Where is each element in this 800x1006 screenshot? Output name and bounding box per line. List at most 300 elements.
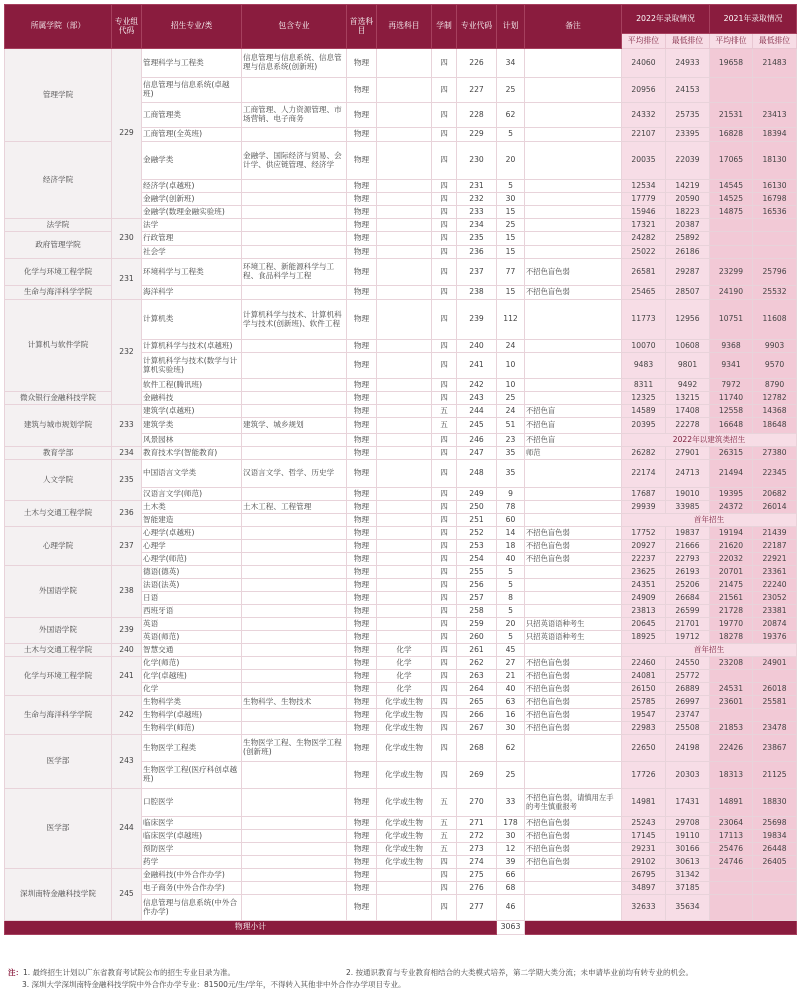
min-rank-2021: 18648 (753, 418, 797, 434)
remark-cell: 不招色盲色弱 (525, 540, 622, 553)
years-cell: 四 (432, 488, 457, 501)
min-rank-2021 (753, 219, 797, 232)
plan-cell: 21 (497, 670, 525, 683)
program-cell: 生物医学工程类 (142, 735, 242, 762)
included-cell (242, 830, 347, 843)
min-rank-2021: 21439 (753, 527, 797, 540)
first-subject-cell: 物理 (347, 353, 377, 379)
first-subject-cell: 物理 (347, 657, 377, 670)
years-cell: 四 (432, 353, 457, 379)
min-rank-2022: 28507 (666, 286, 710, 300)
plan-cell: 39 (497, 856, 525, 869)
avg-rank-2021: 21853 (710, 722, 753, 735)
first-subject-cell: 物理 (347, 49, 377, 78)
first-subject-cell: 物理 (347, 817, 377, 830)
min-rank-2021: 20682 (753, 488, 797, 501)
code-cell: 270 (457, 789, 497, 817)
avg-rank-2021: 14525 (710, 193, 753, 206)
remark-cell (525, 379, 622, 392)
second-subject-cell: 化学或生物 (377, 722, 432, 735)
college-cell: 化学与环境工程学院 (5, 259, 112, 286)
table-row (5, 566, 797, 579)
code-cell: 228 (457, 103, 497, 128)
plan-cell: 60 (497, 514, 525, 527)
code-cell: 275 (457, 869, 497, 882)
second-subject-cell (377, 353, 432, 379)
avg-rank-2021 (710, 78, 753, 103)
min-rank-2021 (753, 232, 797, 246)
plan-cell: 27 (497, 657, 525, 670)
table-row (5, 527, 797, 540)
program-cell: 社会学 (142, 246, 242, 259)
second-subject-cell (377, 180, 432, 193)
years-cell: 四 (432, 49, 457, 78)
avg-rank-2022: 29102 (622, 856, 666, 869)
group-code-cell: 242 (112, 696, 142, 735)
min-rank-2022: 23395 (666, 128, 710, 142)
plan-cell: 66 (497, 869, 525, 882)
second-subject-cell (377, 206, 432, 219)
table-row (5, 460, 797, 488)
program-cell: 心理学(师范) (142, 553, 242, 566)
avg-rank-2022: 8311 (622, 379, 666, 392)
avg-rank-2022: 9483 (622, 353, 666, 379)
first-subject-cell: 物理 (347, 882, 377, 895)
second-subject-cell (377, 895, 432, 921)
min-rank-2021: 25698 (753, 817, 797, 830)
remark-cell (525, 579, 622, 592)
avg-rank-2021: 17065 (710, 142, 753, 180)
avg-rank-2022: 20035 (622, 142, 666, 180)
first-subject-cell: 物理 (347, 340, 377, 353)
included-cell (242, 488, 347, 501)
code-cell: 257 (457, 592, 497, 605)
avg-rank-2022: 24060 (622, 49, 666, 78)
years-cell: 四 (432, 882, 457, 895)
included-cell: 信息管理与信息系统、信息管理与信息系统(创新班) (242, 49, 347, 78)
program-cell: 建筑学类 (142, 418, 242, 434)
college-cell: 心理学院 (5, 527, 112, 566)
avg-rank-2021: 24531 (710, 683, 753, 696)
first-subject-cell: 物理 (347, 434, 377, 447)
avg-rank-2022: 25243 (622, 817, 666, 830)
avg-rank-2021: 21728 (710, 605, 753, 618)
program-cell: 英语 (142, 618, 242, 631)
first-subject-cell: 物理 (347, 553, 377, 566)
years-cell: 四 (432, 447, 457, 460)
program-cell: 化学(卓越班) (142, 670, 242, 683)
avg-rank-2022: 14981 (622, 789, 666, 817)
avg-rank-2021: 23208 (710, 657, 753, 670)
first-subject-cell: 物理 (347, 762, 377, 789)
college-cell: 生命与海洋科学学院 (5, 286, 112, 300)
code-cell: 235 (457, 232, 497, 246)
years-cell: 四 (432, 246, 457, 259)
code-cell: 264 (457, 683, 497, 696)
avg-rank-2022: 10070 (622, 340, 666, 353)
second-subject-cell (377, 379, 432, 392)
included-cell (242, 789, 347, 817)
included-cell (242, 843, 347, 856)
included-cell (242, 722, 347, 735)
second-subject-cell (377, 78, 432, 103)
included-cell (242, 193, 347, 206)
avg-rank-2022: 14589 (622, 405, 666, 418)
years-cell: 四 (432, 259, 457, 286)
avg-rank-2022: 24081 (622, 670, 666, 683)
included-cell (242, 434, 347, 447)
avg-rank-2021: 19395 (710, 488, 753, 501)
first-subject-cell: 物理 (347, 895, 377, 921)
years-cell: 五 (432, 418, 457, 434)
summary-total: 3063 (497, 921, 525, 935)
avg-rank-2022: 11773 (622, 300, 666, 340)
min-rank-2021: 21483 (753, 49, 797, 78)
second-subject-cell (377, 592, 432, 605)
remark-cell: 不招色盲色弱 (525, 843, 622, 856)
second-subject-cell (377, 869, 432, 882)
program-cell: 电子商务(中外合作办学) (142, 882, 242, 895)
plan-cell: 30 (497, 722, 525, 735)
included-cell (242, 895, 347, 921)
first-subject-cell: 物理 (347, 709, 377, 722)
min-rank-2021: 21125 (753, 762, 797, 789)
remark-cell: 不招色盲色弱 (525, 286, 622, 300)
code-cell: 271 (457, 817, 497, 830)
program-cell: 药学 (142, 856, 242, 869)
header-code: 专业代码 (457, 5, 497, 49)
first-subject-cell: 物理 (347, 286, 377, 300)
program-cell: 心理学(卓越班) (142, 527, 242, 540)
first-subject-cell: 物理 (347, 789, 377, 817)
admission-merged-note: 首年招生 (622, 514, 797, 527)
min-rank-2021: 24901 (753, 657, 797, 670)
program-cell: 信息管理与信息系统(卓越班) (142, 78, 242, 103)
second-subject-cell (377, 246, 432, 259)
first-subject-cell: 物理 (347, 219, 377, 232)
group-code-cell: 238 (112, 566, 142, 618)
second-subject-cell: 化学 (377, 644, 432, 657)
min-rank-2022: 25508 (666, 722, 710, 735)
years-cell: 四 (432, 193, 457, 206)
remark-cell (525, 605, 622, 618)
group-code-cell: 237 (112, 527, 142, 566)
header-second-subject: 再选科目 (377, 5, 432, 49)
table-row (5, 735, 797, 762)
min-rank-2022: 14219 (666, 180, 710, 193)
avg-rank-2021: 23064 (710, 817, 753, 830)
code-cell: 226 (457, 49, 497, 78)
table-row (5, 618, 797, 631)
second-subject-cell (377, 882, 432, 895)
remark-cell: 不招色盲 (525, 418, 622, 434)
group-code-cell: 231 (112, 259, 142, 300)
years-cell: 四 (432, 128, 457, 142)
avg-rank-2022: 24351 (622, 579, 666, 592)
min-rank-2022: 20303 (666, 762, 710, 789)
second-subject-cell (377, 142, 432, 180)
first-subject-cell: 物理 (347, 300, 377, 340)
code-cell: 237 (457, 259, 497, 286)
remark-cell (525, 78, 622, 103)
plan-cell: 24 (497, 405, 525, 418)
plan-cell: 40 (497, 683, 525, 696)
plan-cell: 77 (497, 259, 525, 286)
code-cell: 269 (457, 762, 497, 789)
avg-rank-2022: 24282 (622, 232, 666, 246)
avg-rank-2022: 20956 (622, 78, 666, 103)
years-cell: 五 (432, 405, 457, 418)
avg-rank-2021: 10751 (710, 300, 753, 340)
min-rank-2021: 25796 (753, 259, 797, 286)
header-2022-min: 最低排位 (666, 34, 710, 49)
avg-rank-2021: 19194 (710, 527, 753, 540)
years-cell: 四 (432, 392, 457, 405)
first-subject-cell: 物理 (347, 830, 377, 843)
remark-cell: 不招色盲色弱 (525, 856, 622, 869)
group-code-cell: 230 (112, 219, 142, 259)
min-rank-2021: 26405 (753, 856, 797, 869)
min-rank-2022: 20590 (666, 193, 710, 206)
min-rank-2021: 22187 (753, 540, 797, 553)
remark-cell (525, 206, 622, 219)
remark-cell (525, 142, 622, 180)
years-cell: 四 (432, 631, 457, 644)
second-subject-cell: 化学或生物 (377, 856, 432, 869)
table-row (5, 696, 797, 709)
first-subject-cell: 物理 (347, 180, 377, 193)
years-cell: 五 (432, 817, 457, 830)
first-subject-cell: 物理 (347, 206, 377, 219)
avg-rank-2021: 25476 (710, 843, 753, 856)
avg-rank-2022: 20927 (622, 540, 666, 553)
program-cell: 生物科学类 (142, 696, 242, 709)
min-rank-2022: 19837 (666, 527, 710, 540)
avg-rank-2021: 12558 (710, 405, 753, 418)
years-cell: 四 (432, 206, 457, 219)
plan-cell: 25 (497, 762, 525, 789)
code-cell: 274 (457, 856, 497, 869)
first-subject-cell: 物理 (347, 683, 377, 696)
second-subject-cell (377, 527, 432, 540)
avg-rank-2022: 17779 (622, 193, 666, 206)
remark-cell: 不招色盲色弱 (525, 696, 622, 709)
min-rank-2022: 26684 (666, 592, 710, 605)
min-rank-2022: 17431 (666, 789, 710, 817)
note-2: 2. 按通识教育与专业教育相结合的大类模式培养，第二学期大类分流；未申请毕业前均有转专业的机会。 (346, 968, 694, 977)
second-subject-cell (377, 514, 432, 527)
plan-cell: 15 (497, 232, 525, 246)
remark-cell (525, 232, 622, 246)
included-cell (242, 856, 347, 869)
first-subject-cell: 物理 (347, 232, 377, 246)
avg-rank-2022: 22460 (622, 657, 666, 670)
included-cell: 计算机科学与技术、计算机科学与技术(创新班)、软件工程 (242, 300, 347, 340)
program-cell: 汉语言文学(师范) (142, 488, 242, 501)
included-cell (242, 246, 347, 259)
first-subject-cell: 物理 (347, 460, 377, 488)
included-cell (242, 592, 347, 605)
code-cell: 276 (457, 882, 497, 895)
min-rank-2022: 29287 (666, 259, 710, 286)
second-subject-cell (377, 392, 432, 405)
group-code-cell: 243 (112, 735, 142, 789)
avg-rank-2022: 17726 (622, 762, 666, 789)
min-rank-2022: 24933 (666, 49, 710, 78)
plan-cell: 33 (497, 789, 525, 817)
program-cell: 计算机科学与技术(数学与计算机实验班) (142, 353, 242, 379)
included-cell (242, 644, 347, 657)
included-cell (242, 340, 347, 353)
avg-rank-2021: 19770 (710, 618, 753, 631)
first-subject-cell: 物理 (347, 631, 377, 644)
plan-cell: 62 (497, 103, 525, 128)
program-cell: 工商管理(全英班) (142, 128, 242, 142)
years-cell: 四 (432, 300, 457, 340)
remark-cell (525, 895, 622, 921)
avg-rank-2021: 23299 (710, 259, 753, 286)
avg-rank-2022: 26282 (622, 447, 666, 460)
second-subject-cell (377, 579, 432, 592)
included-cell (242, 566, 347, 579)
remark-cell (525, 592, 622, 605)
years-cell: 四 (432, 696, 457, 709)
first-subject-cell: 物理 (347, 392, 377, 405)
avg-rank-2022: 20645 (622, 618, 666, 631)
remark-cell: 不招色盲色弱 (525, 259, 622, 286)
plan-cell: 45 (497, 644, 525, 657)
first-subject-cell: 物理 (347, 735, 377, 762)
plan-cell: 20 (497, 618, 525, 631)
remark-cell (525, 882, 622, 895)
avg-rank-2021: 21531 (710, 103, 753, 128)
plan-cell: 12 (497, 843, 525, 856)
avg-rank-2022: 15946 (622, 206, 666, 219)
program-cell: 行政管理 (142, 232, 242, 246)
code-cell: 273 (457, 843, 497, 856)
remark-cell: 不招色盲 (525, 434, 622, 447)
group-code-cell: 244 (112, 789, 142, 869)
min-rank-2021: 18394 (753, 128, 797, 142)
included-cell (242, 219, 347, 232)
first-subject-cell: 物理 (347, 405, 377, 418)
years-cell: 五 (432, 830, 457, 843)
plan-cell: 63 (497, 696, 525, 709)
included-cell: 汉语言文学、哲学、历史学 (242, 460, 347, 488)
avg-rank-2021: 19658 (710, 49, 753, 78)
min-rank-2021: 22345 (753, 460, 797, 488)
remark-cell: 只招英语语种考生 (525, 618, 622, 631)
min-rank-2021: 22921 (753, 553, 797, 566)
avg-rank-2021 (710, 219, 753, 232)
min-rank-2022: 26889 (666, 683, 710, 696)
second-subject-cell (377, 219, 432, 232)
code-cell: 258 (457, 605, 497, 618)
second-subject-cell (377, 488, 432, 501)
avg-rank-2021 (710, 895, 753, 921)
group-code-cell: 235 (112, 460, 142, 501)
code-cell: 260 (457, 631, 497, 644)
remark-cell: 不招色盲色弱 (525, 553, 622, 566)
min-rank-2021: 26018 (753, 683, 797, 696)
years-cell: 四 (432, 618, 457, 631)
remark-cell (525, 128, 622, 142)
first-subject-cell: 物理 (347, 605, 377, 618)
code-cell: 262 (457, 657, 497, 670)
plan-cell: 35 (497, 460, 525, 488)
min-rank-2021 (753, 882, 797, 895)
program-cell: 智能建造 (142, 514, 242, 527)
avg-rank-2021: 7972 (710, 379, 753, 392)
min-rank-2021 (753, 869, 797, 882)
avg-rank-2022: 32633 (622, 895, 666, 921)
min-rank-2022: 18223 (666, 206, 710, 219)
college-cell: 政府管理学院 (5, 232, 112, 259)
program-cell: 经济学(卓越班) (142, 180, 242, 193)
min-rank-2022: 37185 (666, 882, 710, 895)
min-rank-2022: 24713 (666, 460, 710, 488)
min-rank-2022: 30613 (666, 856, 710, 869)
avg-rank-2022: 25022 (622, 246, 666, 259)
avg-rank-2022: 18925 (622, 631, 666, 644)
avg-rank-2022: 22174 (622, 460, 666, 488)
second-subject-cell: 化学或生物 (377, 709, 432, 722)
header-included: 包含专业 (242, 5, 347, 49)
program-cell: 生物科学(师范) (142, 722, 242, 735)
min-rank-2022: 19712 (666, 631, 710, 644)
remark-cell: 不招色盲色弱 (525, 817, 622, 830)
admission-merged-note: 2022年以建筑类招生 (622, 434, 797, 447)
program-cell: 土木类 (142, 501, 242, 514)
code-cell: 253 (457, 540, 497, 553)
notes-label: 注： (8, 968, 23, 977)
remark-cell: 不招色盲色弱 (525, 670, 622, 683)
included-cell (242, 631, 347, 644)
remark-cell (525, 180, 622, 193)
years-cell: 四 (432, 856, 457, 869)
min-rank-2022: 26997 (666, 696, 710, 709)
summary-label: 物理小计 (5, 921, 497, 935)
code-cell: 251 (457, 514, 497, 527)
included-cell: 生物医学工程、生物医学工程(创新班) (242, 735, 347, 762)
first-subject-cell: 物理 (347, 527, 377, 540)
min-rank-2022: 19010 (666, 488, 710, 501)
second-subject-cell (377, 460, 432, 488)
plan-cell: 23 (497, 434, 525, 447)
min-rank-2021: 16798 (753, 193, 797, 206)
second-subject-cell (377, 49, 432, 78)
avg-rank-2021: 14875 (710, 206, 753, 219)
min-rank-2021: 19376 (753, 631, 797, 644)
second-subject-cell: 化学或生物 (377, 843, 432, 856)
first-subject-cell: 物理 (347, 869, 377, 882)
min-rank-2021: 23478 (753, 722, 797, 735)
avg-rank-2022: 29231 (622, 843, 666, 856)
years-cell: 四 (432, 514, 457, 527)
avg-rank-2021: 20701 (710, 566, 753, 579)
first-subject-cell: 物理 (347, 78, 377, 103)
first-subject-cell: 物理 (347, 193, 377, 206)
min-rank-2022: 25772 (666, 670, 710, 683)
avg-rank-2021: 21561 (710, 592, 753, 605)
program-cell: 教育技术学(智能教育) (142, 447, 242, 460)
min-rank-2021: 18830 (753, 789, 797, 817)
college-cell: 教育学部 (5, 447, 112, 460)
first-subject-cell: 物理 (347, 379, 377, 392)
header-program: 招生专业/类 (142, 5, 242, 49)
remark-cell: 不招色盲色弱 (525, 527, 622, 540)
included-cell: 土木工程、工程管理 (242, 501, 347, 514)
